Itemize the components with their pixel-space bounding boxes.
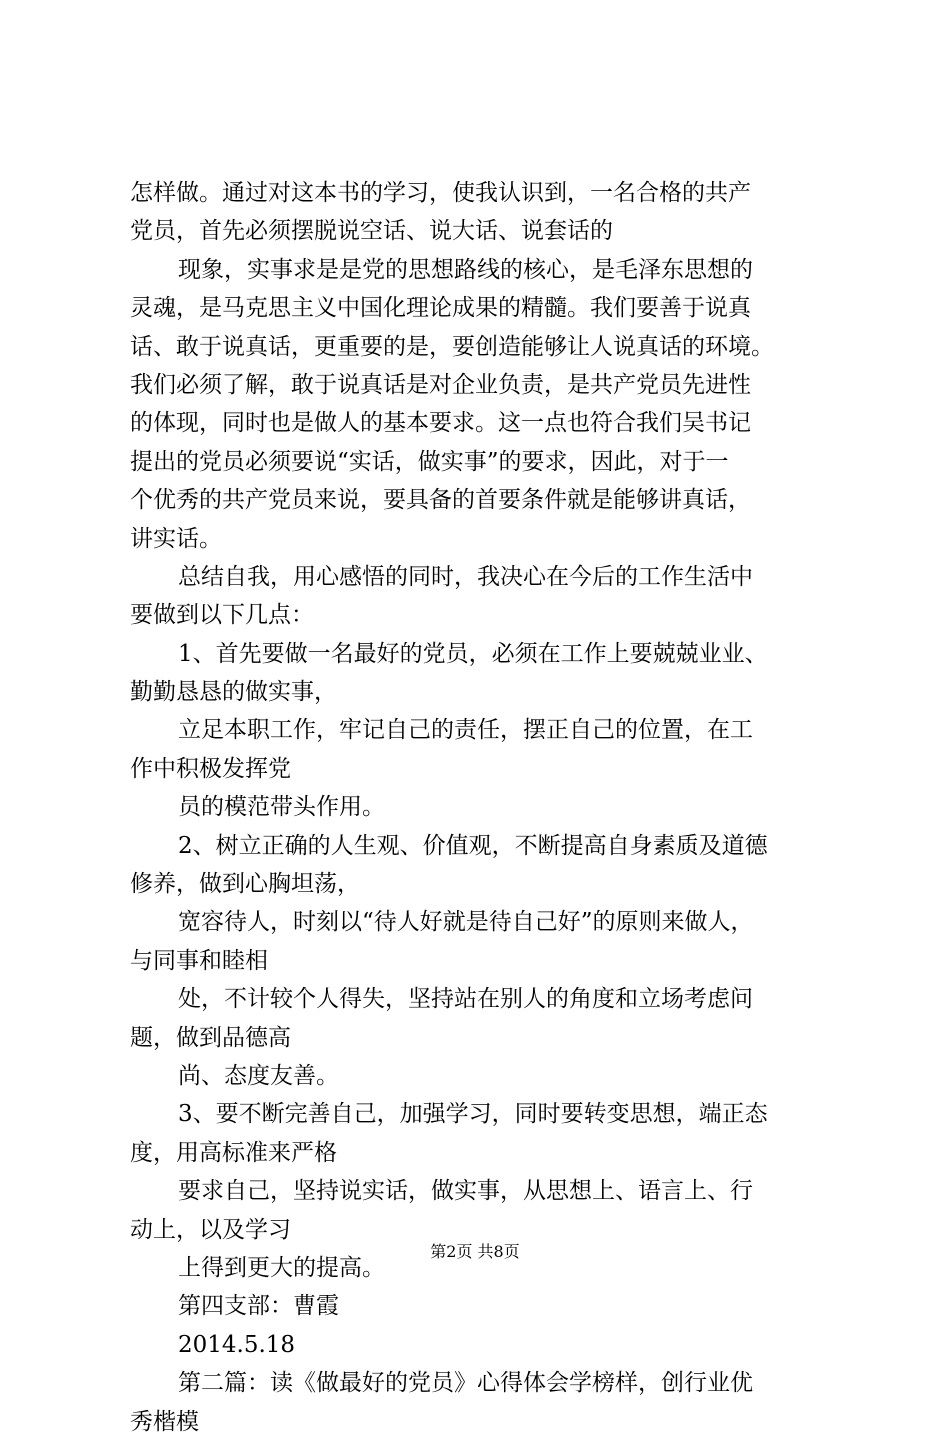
text-line: 员的模范带头作用。 [178,794,385,821]
text-line: 1、首先要做一名最好的党员，必须在工作上要兢兢业业、 [178,640,768,667]
page-footer: 第2页 共8页 [430,1242,520,1261]
text-line: 提出的党员必须要说“实话，做实事”的要求，因此，对于一 [130,448,729,475]
text-line: 作中积极发挥党 [130,755,291,782]
text-line: 题，做到品德高 [130,1024,291,1051]
text-line: 党员，首先必须摆脱说空话、说大话、说套话的 [130,218,613,245]
text-line: 上得到更大的提高。 [178,1254,385,1281]
text-line: 处，不计较个人得失，坚持站在别人的角度和立场考虑问 [178,986,753,1013]
text-line: 总结自我，用心感悟的同时，我决心在今后的工作生活中 [178,563,753,590]
text-line: 灵魂，是马克思主义中国化理论成果的精髓。我们要善于说真 [130,295,751,322]
text-line: 3、要不断完善自己，加强学习，同时要转变思想，端正态 [178,1101,768,1128]
text-line: 第二篇：读《做最好的党员》心得体会学榜样，创行业优 [178,1370,753,1397]
text-line: 2014.5.18 [178,1331,296,1358]
text-line: 动上，以及学习 [130,1216,291,1243]
text-line: 要做到以下几点： [130,602,314,629]
text-line: 怎样做。通过对这本书的学习，使我认识到，一名合格的共产 [130,180,751,206]
text-line: 第四支部：曹霞 [178,1293,339,1320]
text-line: 话、敢于说真话，更重要的是，要创造能够让人说真话的环境。 [130,333,774,360]
text-line: 讲实话。 [130,525,222,552]
text-line: 个优秀的共产党员来说，要具备的首要条件就是能够讲真话， [130,487,751,514]
text-line: 要求自己，坚持说实话，做实事，从思想上、语言上、行 [178,1178,753,1205]
text-line: 现象，实事求是是党的思想路线的核心，是毛泽东思想的 [178,256,753,283]
text-line: 尚、态度友善。 [178,1062,339,1089]
text-line: 的体现，同时也是做人的基本要求。这一点也符合我们吴书记 [130,410,751,437]
text-line: 修养，做到心胸坦荡， [130,871,360,898]
text-line: 2、树立正确的人生观、价值观，不断提高自身素质及道德 [178,832,768,859]
text-line: 勤勤恳恳的做实事， [130,679,337,706]
text-line: 秀楷模 [130,1408,199,1435]
text-line: 我们必须了解，敢于说真话是对企业负责，是共产党员先进性 [130,371,751,398]
text-line: 宽容待人，时刻以“待人好就是待自己好”的原则来做人， [178,909,754,936]
text-line: 立足本职工作，牢记自己的责任，摆正自己的位置，在工 [178,717,753,744]
text-line: 度，用高标准来严格 [130,1139,337,1166]
text-line: 与同事和睦相 [130,947,268,974]
